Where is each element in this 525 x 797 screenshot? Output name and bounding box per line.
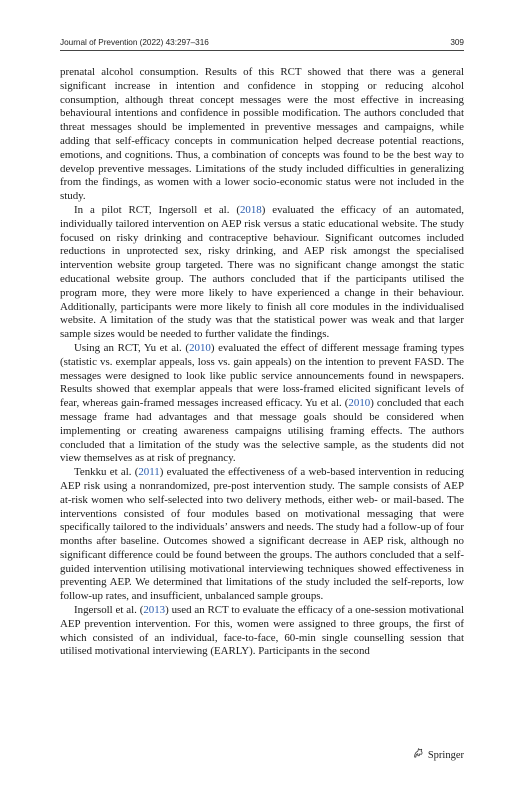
paragraph-2: In a pilot RCT, Ingersoll et al. (2018) evaluated the efficacy of an automated, individually tailored intervention on AEP risk versus a static educational website. The study focused on risky drinking and contraceptive behaviour. Significant outcomes included reductions in unprotected sex, risky drinking, and AEP risk amongst the specialised intervention website group targeted. There was no significant change amongst the static educational website group. The authors concluded that if the participants utilised the program more, they were more likely to have experienced a change in their behaviour. Additionally, participants were more likely to finish all core modules in the individualised website. A limitation of the study was that the statistical power was weak and that larger sample sizes would be needed to further validate the findings. bbox=[60, 203, 464, 341]
citation-link[interactable]: 2011 bbox=[138, 466, 160, 479]
article-body bbox=[60, 66, 464, 659]
publisher-name: Springer bbox=[427, 749, 464, 761]
page-number: 309 bbox=[450, 38, 464, 47]
citation-link[interactable]: 2010 bbox=[189, 341, 211, 354]
citation-link[interactable]: 2018 bbox=[239, 203, 262, 216]
publisher-footer bbox=[412, 747, 464, 763]
journal-title: Journal of Prevention (2022) 43:297–316 bbox=[60, 38, 209, 47]
paragraph-4: Tenkku et al. (2011) evaluated the effectiveness of a web-based intervention in reducing AEP risk using a nonrandomized, pre-post intervention study. The sample consists of AEP at-risk women who self-selected into two delivery methods, either web- or mail-based. The interventions consisted of four modules based on motivational messaging that were specifically tailored to the individuals’ answers and needs. The study had a follow-up of four months after baseline. Outcomes showed a significant decrease in AEP risk, although no significant difference could be found between the groups. The authors concluded that a self-guided intervention utilising motivational interviewing techniques showed effectiveness in preventing AEP. We determined that limitations of the study included the self-reports, low follow-up rates, and insufficient, unbalanced sample groups. bbox=[60, 466, 464, 603]
paragraph-1: prenatal alcohol consumption. Results of this RCT showed that there was a general significant increase in intention and confidence in stopping or reducing alcohol consumption, although threat concept messages were the most effective in increasing behavioural intentions and confidence in possible modification. The authors concluded that threat messages should be implemented in preventive messages and campaigns, while adding that self-efficacy concepts in communication helped decrease potential reactions, emotions, and cognitions. Thus, a combination of concepts was found to be the best way to develop preventive messages. Limitations of the study included difficulties in generalizing from the findings, as women with a lower socio-economic status were not included in the study. bbox=[60, 66, 464, 203]
citation-link[interactable]: 2013 bbox=[143, 604, 166, 617]
springer-horse-icon bbox=[412, 746, 425, 764]
paragraph-5: Ingersoll et al. (2013) used an RCT to evaluate the efficacy of a one-session motivational AEP prevention intervention. For this, women were assigned to three groups, the first of which consisted of an individual, face-to-face, 60-min single counselling session that utilised motivational interviewing (EARLY). Participants in the second bbox=[60, 604, 464, 658]
citation-link[interactable]: 2010 bbox=[348, 397, 371, 410]
paragraph-3: Using an RCT, Yu et al. (2010) evaluated the effect of different message framing types (statistic vs. exemplar appeals, loss vs. gain appeals) on the intention to prevent FASD. The messages were designed to look like public service announcements found in newspapers. Results showed that exemplar appeals that were loss-framed elicited significant levels of fear, whereas gain-framed messages increased efficacy. Yu et al. (2010) concluded that each message frame had advantages and that message goals should be considered when implementing or creating awareness campaigns utilising framing effects. The authors concluded that a limitation of the study was the selective sample, as the students did not view themselves as at risk of pregnancy. bbox=[60, 341, 465, 465]
header-rule bbox=[60, 50, 464, 51]
